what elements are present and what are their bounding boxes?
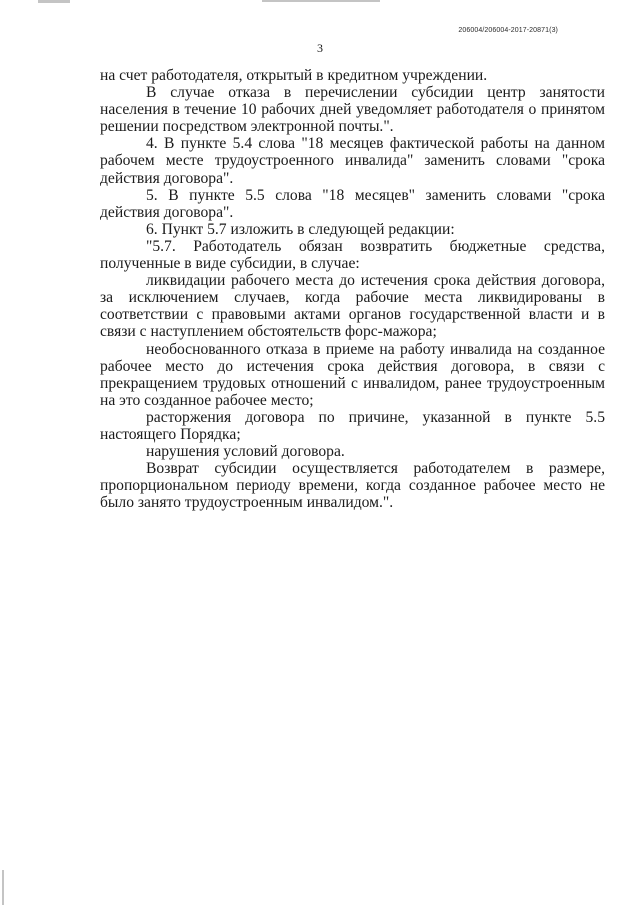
paragraph: 5. В пункте 5.5 слова "18 месяцев" заменить словами "срока действия договора". [100, 186, 605, 221]
paragraph: необоснованного отказа в приеме на работу инвалида на созданное рабочее место до истечения срока действия договора, в связи с прекращением трудовых отношений с инвалидом, ранее трудоустроенным на это созданное рабочее место; [100, 340, 605, 409]
scan-artifact-top-left [38, 0, 70, 3]
paragraph: "5.7. Работодатель обязан возвратить бюджетные средства, полученные в виде субсидии, в случае: [100, 237, 605, 273]
paragraph: нарушения условий договора. [146, 443, 345, 461]
page-number: 3 [317, 41, 323, 55]
document-body [100, 67, 605, 511]
paragraph: расторжения договора по причине, указанной в пункте 5.5 настоящего Порядка; [100, 408, 605, 443]
paragraph: ликвидации рабочего места до истечения срока действия договора, за исключением случаев, когда рабочие места ликвидированы в соответствии с правовыми актами органов государственной власти и в связи с наступлением обстоятельств форс-мажора; [100, 272, 605, 341]
paragraph: Возврат субсидии осуществляется работодателем в размере, пропорциональном периоду времени, когда созданное рабочее место не было занято трудоустроенным инвалидом.". [100, 460, 605, 512]
paragraph: 4. В пункте 5.4 слова "18 месяцев фактической работы на данном рабочем месте трудоустроенного инвалида" заменить словами "срока действия договора". [100, 135, 605, 187]
paragraph: 6. Пункт 5.7 изложить в следующей редакции: [146, 220, 455, 238]
paragraph: на счет работодателя, открытый в кредитном учреждении. [100, 67, 488, 84]
scan-artifact-top-center [262, 0, 380, 2]
document-code: 206004/206004-2017-20871(3) [458, 27, 558, 34]
paragraph: В случае отказа в перечислении субсидии центр занятости населения в течение 10 рабочих дней уведомляет работодателя о принятом решении посредством электронной почты.". [100, 84, 605, 136]
scan-artifact-left-edge [2, 870, 4, 905]
